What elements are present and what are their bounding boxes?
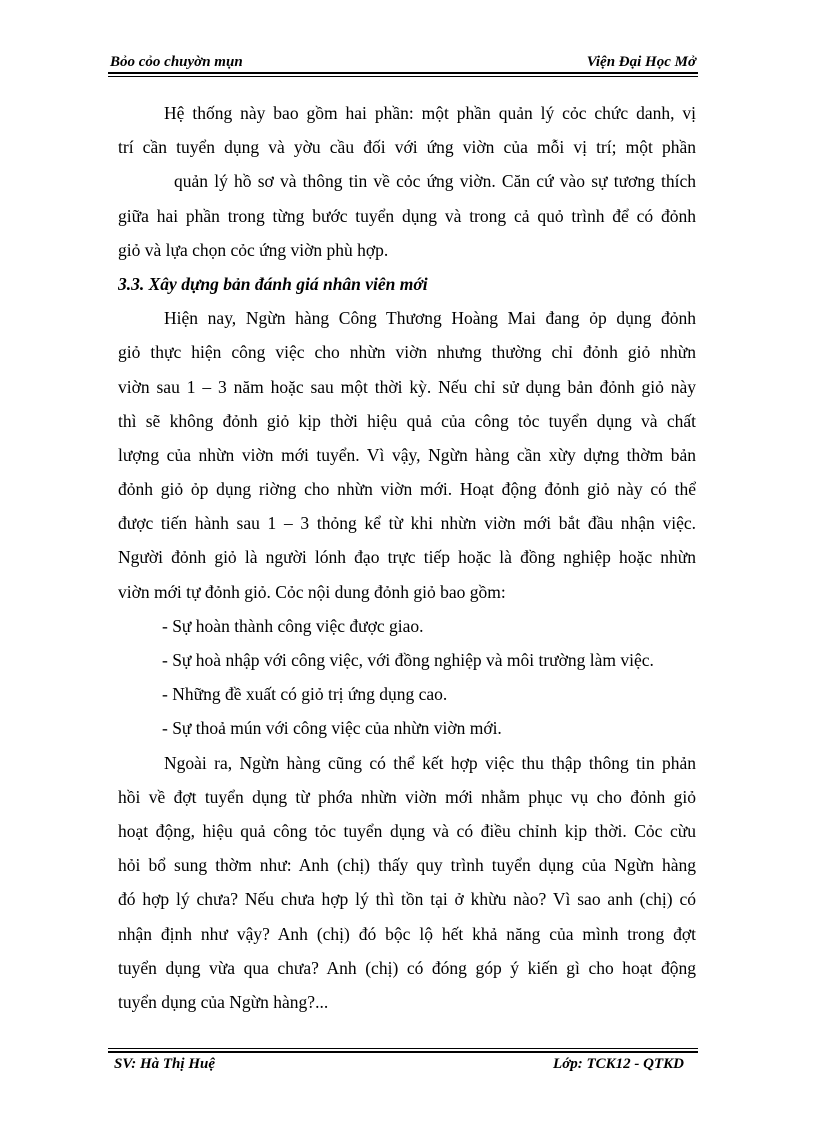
footer-rule-thin (108, 1048, 698, 1049)
list-item: - Những đề xuất có giỏ trị ứng dụng cao. (162, 684, 448, 705)
document-body (118, 96, 696, 1019)
page-header (108, 50, 698, 74)
footer-rule-thick (108, 1051, 698, 1053)
body-line: viờn sau 1 – 3 năm hoặc sau một thời kỳ. Nếu chỉ sử dụng bản đỏnh giỏ này (118, 376, 696, 397)
footer-student: SV: Hà Thị Huệ (114, 1056, 215, 1072)
list-item: - Sự hoàn thành công việc được giao. (162, 615, 424, 636)
header-rule-thin (108, 76, 698, 77)
section-heading: 3.3. Xây dựng bản đánh giá nhân viên mới (118, 273, 428, 294)
body-line: Hiện nay, Ngừn hàng Công Thương Hoàng Mai đang ỏp dụng đỏnh (164, 308, 696, 329)
closing-line: nhận định như vậy? Anh (chị) đó bộc lộ hết khả năng của mình trong đợt (118, 923, 696, 944)
list-item: - Sự thoả mún với công việc của nhừn viờn mới. (162, 718, 502, 739)
closing-line: tuyển dụng vừa qua chưa? Anh (chị) có đóng góp ý kiến gì cho hoạt động (118, 957, 696, 978)
body-line: Người đỏnh giỏ là người lónh đạo trực tiếp hoặc là đồng nghiệp hoặc nhừn (118, 547, 696, 568)
paragraph-line: giỏ và lựa chọn cỏc ứng viờn phù hợp. (118, 239, 389, 260)
closing-line: hồi về đợt tuyển dụng từ phớa nhừn viờn mới nhằm phục vụ cho đỏnh giỏ (118, 786, 696, 807)
page-footer (108, 1054, 698, 1078)
closing-line: hỏi bổ sung thờm như: Anh (chị) thấy quy trình tuyển dụng của Ngừn hàng (118, 855, 696, 876)
closing-line: hoạt động, hiệu quả công tỏc tuyển dụng và có điều chỉnh kịp thời. Cỏc cừu (118, 820, 696, 841)
paragraph-line: giữa hai phần trong từng bước tuyển dụng và trong cả quỏ trình để có đỏnh (118, 205, 696, 226)
body-line: viờn mới tự đỏnh giỏ. Cỏc nội dung đỏnh giỏ bao gồm: (118, 581, 506, 602)
body-line: lượng của nhừn viờn mới tuyển. Vì vậy, Ngừn hàng cần xừy dựng thờm bản (118, 444, 696, 465)
paragraph-line: quản lý hồ sơ và thông tin về cỏc ứng viờn. Căn cứ vào sự tương thích (174, 171, 696, 192)
closing-line: đó hợp lý chưa? Nếu chưa hợp lý thì tồn tại ở khừu nào? Vì sao anh (chị) có (118, 889, 696, 910)
paragraph-line: Hệ thống này bao gồm hai phần: một phần quản lý cỏc chức danh, vị (164, 103, 696, 123)
list-item: - Sự hoà nhập với công việc, với đồng nghiệp và môi trường làm việc. (162, 650, 654, 670)
body-line: giỏ thực hiện công việc cho nhừn viờn nhưng thường chỉ đỏnh giỏ nhừn (118, 342, 696, 363)
closing-line: Ngoài ra, Ngừn hàng cũng có thể kết hợp việc thu thập thông tin phản (164, 752, 696, 773)
closing-line: tuyển dụng của Ngừn hàng?... (118, 991, 329, 1012)
body-line: thì sẽ không đỏnh giỏ kịp thời hiệu quả của công tỏc tuyển dụng và chất (118, 410, 696, 431)
paragraph-line: trí cần tuyển dụng và yờu cầu đối với ứng viờn của mỗi vị trí; một phần (118, 137, 696, 158)
header-report-title: Bỏo cỏo chuyờn mụn (110, 54, 243, 70)
body-line: đỏnh giỏ ỏp dụng riờng cho nhừn viờn mới. Hoạt động đỏnh giỏ này có thể (118, 479, 696, 500)
body-line: được tiến hành sau 1 – 3 thỏng kể từ khi nhừn viờn mới bắt đầu nhận việc. (118, 513, 696, 534)
header-institution: Viện Đại Học Mở (586, 54, 696, 70)
footer-class: Lớp: TCK12 - QTKD (553, 1056, 684, 1072)
header-rule-thick (108, 72, 698, 74)
